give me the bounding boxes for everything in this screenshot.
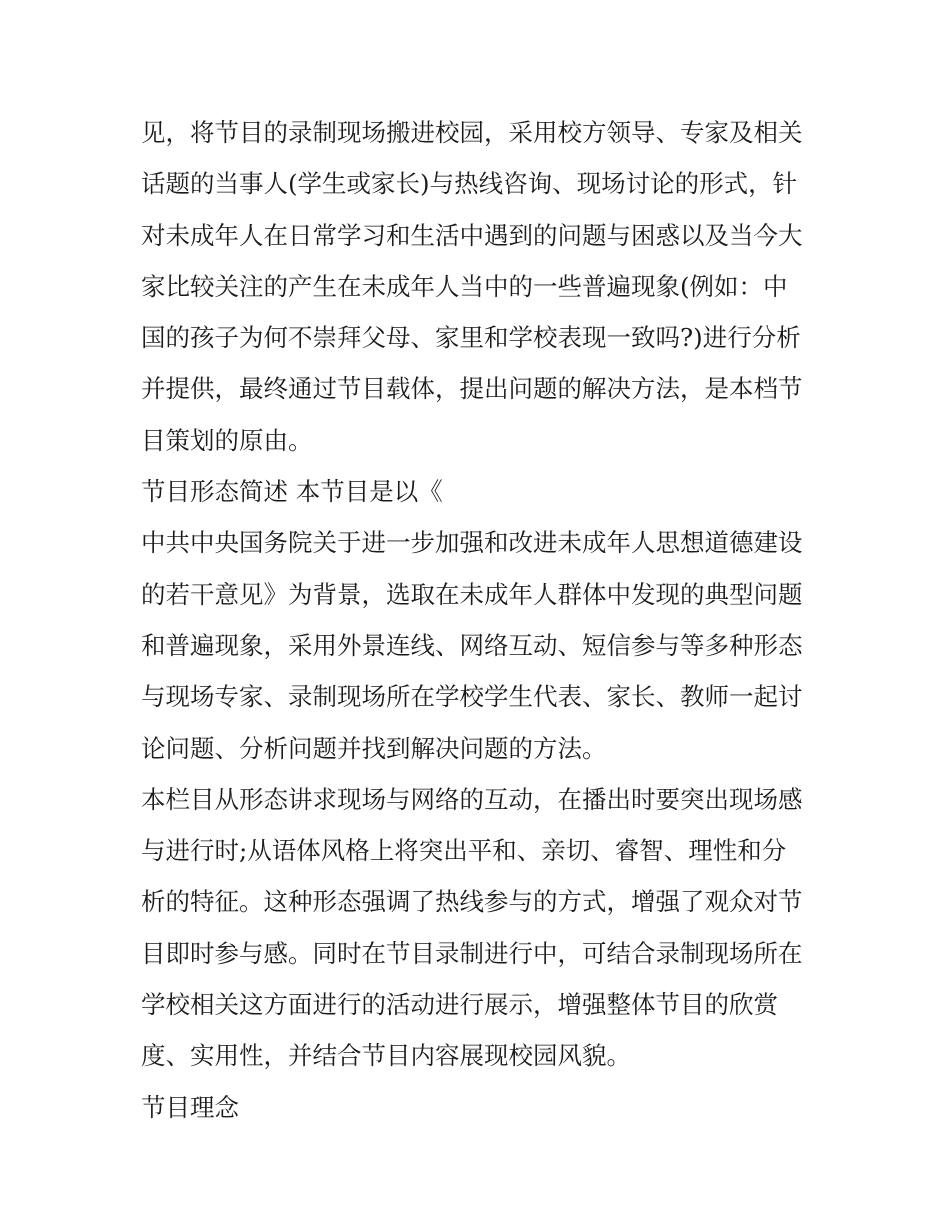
text-line: 话题的当事人(学生或家长)与热线咨询、现场讨论的形式，针	[141, 169, 798, 199]
text-line: 家比较关注的产生在未成年人当中的一些普遍现象(例如：中	[141, 271, 788, 301]
text-line: 并提供，最终通过节目载体，提出问题的解决方法，是本档节	[141, 374, 803, 404]
text-line: 论问题、分析问题并找到解决问题的方法。	[141, 733, 607, 763]
text-line: 中共中央国务院关于进一步加强和改进未成年人思想道德建设	[141, 528, 803, 558]
text-line: 的若干意见》为背景，选取在未成年人群体中发现的典型问题	[141, 579, 803, 609]
section-heading-concept: 节目理念	[141, 1092, 239, 1122]
text-line: 学校相关这方面进行的活动进行展示，增强整体节目的欣赏	[141, 990, 778, 1020]
section-heading-format: 节目形态简述 本节目是以《	[141, 477, 443, 507]
text-line: 与进行时;从语体风格上将突出平和、亲切、睿智、理性和分	[141, 836, 787, 866]
document-body	[141, 107, 821, 1133]
text-line: 度、实用性，并结合节目内容展现校园风貌。	[141, 1041, 631, 1071]
text-line: 目即时参与感。同时在节目录制进行中，可结合录制现场所在	[141, 938, 803, 968]
text-line: 目策划的原由。	[141, 425, 313, 455]
text-line: 和普遍现象，采用外景连线、网络互动、短信参与等多种形态	[141, 630, 803, 660]
text-line: 与现场专家、录制现场所在学校学生代表、家长、教师一起讨	[141, 682, 803, 712]
text-line: 析的特征。这种形态强调了热线参与的方式，增强了观众对节	[141, 887, 803, 917]
text-line: 见，将节目的录制现场搬进校园，采用校方领导、专家及相关	[141, 118, 803, 147]
text-line: 本栏目从形态讲求现场与网络的互动，在播出时要突出现场感	[141, 784, 803, 814]
text-line: 对未成年人在日常学习和生活中遇到的问题与困惑以及当今大	[141, 220, 803, 250]
text-line: 国的孩子为何不崇拜父母、家里和学校表现一致吗?)进行分析	[141, 323, 801, 353]
